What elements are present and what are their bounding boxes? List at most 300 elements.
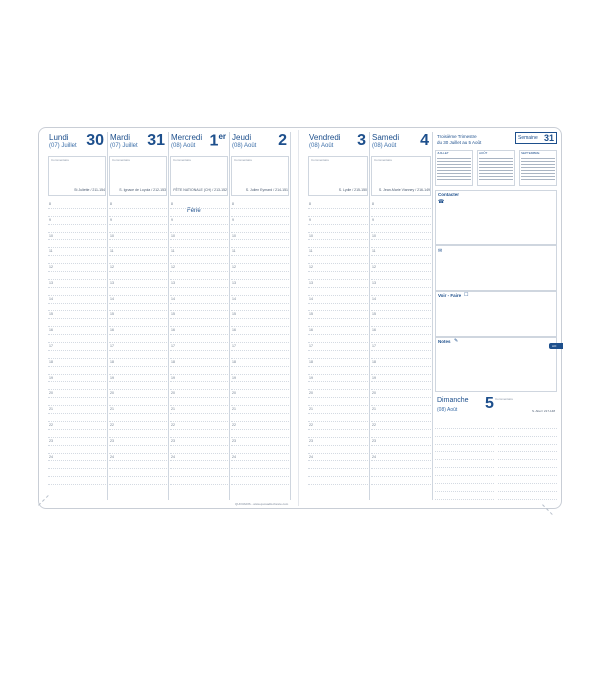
hour-line[interactable] [109,430,167,438]
hour-label: 19 [372,375,376,380]
hour-line[interactable] [231,264,289,272]
hour-line[interactable] [231,359,289,367]
hour-line[interactable] [170,351,228,359]
hour-line[interactable] [109,382,167,390]
hour-line[interactable] [308,414,368,422]
hour-line[interactable] [170,225,228,233]
hour-line[interactable] [371,335,431,343]
hour-line[interactable] [371,461,431,469]
hour-line[interactable] [371,304,431,312]
hour-label: 14 [171,296,175,301]
hour-line[interactable] [109,343,167,351]
hour-line[interactable] [308,454,368,462]
saint-of-day: FÊTE NATIONALE (CH) / 213-152 [173,188,227,192]
hour-line[interactable] [231,438,289,446]
hour-line[interactable] [308,311,368,319]
hour-line[interactable] [231,256,289,264]
hour-line[interactable] [371,446,431,454]
hour-lines[interactable] [308,201,368,500]
hour-line[interactable] [371,296,431,304]
hour-line[interactable] [48,477,106,485]
hour-line[interactable] [231,201,289,209]
hour-line[interactable] [48,201,106,209]
hour-line[interactable] [435,484,494,492]
hour-line[interactable] [48,296,106,304]
hour-label: 11 [110,249,114,254]
hour-line[interactable] [308,304,368,312]
hour-line[interactable] [231,217,289,225]
hour-line[interactable] [231,248,289,256]
hour-line[interactable] [231,390,289,398]
hour-line[interactable] [170,335,228,343]
hour-line[interactable] [498,468,557,476]
day-header [307,132,369,154]
hour-line[interactable] [231,311,289,319]
hour-line[interactable] [371,398,431,406]
hour-line[interactable] [48,288,106,296]
hour-line[interactable] [109,406,167,414]
hour-line[interactable] [48,398,106,406]
hour-line[interactable] [371,233,431,241]
hour-label: 10 [372,233,376,238]
saint-of-day: S. Jean-Marie Vianney / 216-149 [378,188,430,192]
hour-line[interactable] [48,217,106,225]
hour-line[interactable] [48,359,106,367]
hour-line[interactable] [498,437,557,445]
week-number: 31 [543,133,554,143]
hour-label: 17 [232,344,236,349]
hour-line[interactable] [170,319,228,327]
hour-label: 18 [110,359,114,364]
hour-line[interactable] [371,359,431,367]
hour-line[interactable] [371,406,431,414]
hour-line[interactable] [170,461,228,469]
hour-line[interactable] [371,280,431,288]
hour-line[interactable] [498,484,557,492]
hour-label: 22 [232,422,236,427]
hour-line[interactable] [48,272,106,280]
hour-label: 9 [372,217,374,222]
hour-line[interactable] [48,304,106,312]
hour-line[interactable] [308,375,368,383]
comment-label: Commentaire [374,158,393,162]
holiday-label: Férié [187,208,201,214]
hour-line[interactable] [498,429,557,437]
hour-line[interactable] [48,351,106,359]
hour-line[interactable] [371,288,431,296]
hour-line[interactable] [109,248,167,256]
hour-line[interactable] [308,469,368,477]
hour-line[interactable] [109,201,167,209]
hour-line[interactable] [170,359,228,367]
hour-line[interactable] [231,406,289,414]
hour-line[interactable] [498,460,557,468]
hour-line[interactable] [308,327,368,335]
hour-line[interactable] [109,461,167,469]
hour-line[interactable] [231,288,289,296]
hour-line[interactable] [170,390,228,398]
hour-line[interactable] [170,327,228,335]
hour-line[interactable] [48,454,106,462]
hour-line[interactable] [231,272,289,280]
hour-line[interactable] [231,367,289,375]
hour-label: 22 [110,422,114,427]
hour-line[interactable] [170,272,228,280]
notes-box[interactable] [435,337,557,392]
hour-line[interactable] [308,430,368,438]
right-page [307,132,557,504]
hour-line[interactable] [109,359,167,367]
hour-line[interactable] [371,430,431,438]
hour-label: 14 [110,296,114,301]
hour-line[interactable] [371,256,431,264]
hour-line[interactable] [48,414,106,422]
spine-divider [298,130,299,506]
hour-line[interactable] [435,476,494,484]
hour-line[interactable] [109,304,167,312]
hour-line[interactable] [308,201,368,209]
hour-line[interactable] [371,248,431,256]
saint-of-day: St Juliette / 211-154 [74,188,105,192]
hour-line[interactable] [109,454,167,462]
hour-line[interactable] [109,296,167,304]
hour-line[interactable] [170,288,228,296]
hour-line[interactable] [231,430,289,438]
hour-label: 17 [110,344,114,349]
hour-line[interactable] [308,280,368,288]
hour-line[interactable] [48,311,106,319]
hour-line[interactable] [231,319,289,327]
hour-line[interactable] [109,398,167,406]
comment-label: Commentaire [495,397,514,401]
contacter-box[interactable] [435,190,557,245]
hour-line[interactable] [109,256,167,264]
hour-line[interactable] [170,248,228,256]
hour-line[interactable] [435,445,494,453]
hour-line[interactable] [109,351,167,359]
hour-line[interactable] [435,437,494,445]
hour-line[interactable] [371,414,431,422]
comment-label: Commentaire [311,158,330,162]
hour-line[interactable] [308,359,368,367]
hour-line[interactable] [170,422,228,430]
hour-line[interactable] [308,351,368,359]
hour-line[interactable] [170,296,228,304]
hour-label: 11 [372,249,376,254]
hour-line[interactable] [48,264,106,272]
hour-line[interactable] [48,438,106,446]
hour-line[interactable] [308,343,368,351]
hour-line[interactable] [48,319,106,327]
hour-line[interactable] [170,264,228,272]
hour-line[interactable] [170,217,228,225]
hour-line[interactable] [170,280,228,288]
hour-line[interactable] [435,492,494,500]
hour-label: 9 [171,217,173,222]
hour-line[interactable] [170,201,228,209]
hour-line[interactable] [170,311,228,319]
hour-line[interactable] [48,209,106,217]
hour-line[interactable] [435,460,494,468]
hour-line[interactable] [109,335,167,343]
hour-line[interactable] [231,469,289,477]
hour-line[interactable] [170,375,228,383]
hour-line[interactable] [170,414,228,422]
hour-line[interactable] [48,335,106,343]
hour-line[interactable] [231,382,289,390]
hour-line[interactable] [109,390,167,398]
hour-line[interactable] [109,422,167,430]
hour-line[interactable] [231,280,289,288]
hour-line[interactable] [371,217,431,225]
hour-line[interactable] [308,438,368,446]
hour-line[interactable] [48,240,106,248]
hour-lines[interactable] [170,201,228,500]
hour-line[interactable] [48,343,106,351]
hour-line[interactable] [170,430,228,438]
hour-line[interactable] [308,272,368,280]
hour-line[interactable] [109,477,167,485]
hour-label: 20 [372,391,376,396]
hour-line[interactable] [371,264,431,272]
hour-line[interactable] [48,225,106,233]
hour-line[interactable] [48,422,106,430]
hour-label: 9 [49,217,51,222]
hour-line[interactable] [308,390,368,398]
hour-line[interactable] [371,272,431,280]
hour-label: 19 [110,375,114,380]
hour-line[interactable] [231,422,289,430]
hour-line[interactable] [109,280,167,288]
hour-label: 24 [372,454,376,459]
hour-line[interactable] [109,469,167,477]
hour-line[interactable] [371,454,431,462]
hour-line[interactable] [371,438,431,446]
hour-line[interactable] [498,445,557,453]
hour-line[interactable] [308,398,368,406]
hour-line[interactable] [170,446,228,454]
hour-line[interactable] [371,225,431,233]
hour-label: 15 [232,312,236,317]
email-box[interactable] [435,245,557,291]
hour-label: 8 [309,202,311,206]
hour-line[interactable] [435,429,494,437]
trimester-label: Troisième Trimestre [437,134,477,139]
hour-line[interactable] [109,264,167,272]
hour-lines[interactable] [371,201,431,500]
hour-line[interactable] [371,477,431,485]
hour-line[interactable] [170,209,228,217]
hour-line[interactable] [498,453,557,461]
hour-line[interactable] [231,398,289,406]
hour-line[interactable] [109,209,167,217]
hour-line[interactable] [109,375,167,383]
hour-line[interactable] [308,256,368,264]
hour-line[interactable] [371,351,431,359]
hour-lines[interactable] [109,201,167,500]
hour-line[interactable] [231,477,289,485]
sunday-hour-lines[interactable] [435,421,557,500]
hour-line[interactable] [308,382,368,390]
hour-line[interactable] [109,438,167,446]
hour-line[interactable] [498,421,557,429]
hour-line[interactable] [109,311,167,319]
hour-line[interactable] [231,446,289,454]
hour-line[interactable] [231,233,289,241]
checkbox-icon: ☐ [464,292,469,298]
hour-line[interactable] [308,406,368,414]
hour-line[interactable] [109,272,167,280]
hour-label: 11 [309,249,313,254]
hour-line[interactable] [170,382,228,390]
hour-line[interactable] [308,217,368,225]
hour-line[interactable] [109,367,167,375]
month-tab[interactable] [549,343,563,349]
hour-line[interactable] [170,367,228,375]
hour-line[interactable] [48,280,106,288]
day-column-vendredi [307,132,370,500]
hour-line[interactable] [308,296,368,304]
notes-label: Notes [438,339,451,344]
hour-line[interactable] [109,446,167,454]
hour-line[interactable] [308,446,368,454]
hour-line[interactable] [231,343,289,351]
hour-line[interactable] [371,422,431,430]
hour-line[interactable] [48,367,106,375]
hour-line[interactable] [231,375,289,383]
hour-line[interactable] [371,382,431,390]
hour-lines[interactable] [48,201,106,500]
hour-line[interactable] [48,390,106,398]
mini-calendar-grid [521,156,555,182]
hour-line[interactable] [371,327,431,335]
hour-label: 9 [309,217,311,222]
hour-line[interactable] [435,421,494,429]
hour-line[interactable] [109,414,167,422]
hour-line[interactable] [308,367,368,375]
hour-line[interactable] [308,288,368,296]
hour-line[interactable] [48,406,106,414]
hour-label: 24 [232,454,236,459]
hour-line[interactable] [308,461,368,469]
hour-line[interactable] [170,304,228,312]
hour-line[interactable] [371,209,431,217]
pencil-icon: ✎ [454,338,459,344]
hour-line[interactable] [308,264,368,272]
hour-line[interactable] [371,240,431,248]
hour-label: 13 [110,280,114,285]
hour-label: 20 [309,391,313,396]
hour-line[interactable] [371,343,431,351]
hour-line[interactable] [231,225,289,233]
hour-label: 22 [372,422,376,427]
hour-line[interactable] [498,476,557,484]
day-number-value: 1 [209,132,219,150]
hour-line[interactable] [170,454,228,462]
hour-line[interactable] [231,351,289,359]
hour-line[interactable] [231,414,289,422]
hour-line[interactable] [109,240,167,248]
hour-line[interactable] [170,256,228,264]
hour-line[interactable] [170,477,228,485]
hour-label: 11 [171,249,175,254]
hour-line[interactable] [48,446,106,454]
hour-line[interactable] [109,288,167,296]
day-header [108,132,168,154]
hour-line[interactable] [170,343,228,351]
hour-label: 14 [232,296,236,301]
hour-line[interactable] [109,233,167,241]
hour-line[interactable] [48,256,106,264]
hour-line[interactable] [170,438,228,446]
hour-line[interactable] [109,225,167,233]
hour-line[interactable] [48,469,106,477]
hour-line[interactable] [308,248,368,256]
hour-line[interactable] [371,367,431,375]
hour-line[interactable] [109,327,167,335]
hour-line[interactable] [48,248,106,256]
hour-line[interactable] [170,406,228,414]
hour-line[interactable] [48,430,106,438]
hour-line[interactable] [48,461,106,469]
hour-line[interactable] [435,468,494,476]
hour-line[interactable] [231,327,289,335]
hour-line[interactable] [109,319,167,327]
hour-lines[interactable] [231,201,289,500]
hour-line[interactable] [48,382,106,390]
voir-faire-box[interactable] [435,291,557,337]
hour-line[interactable] [308,319,368,327]
hour-line[interactable] [231,296,289,304]
hour-line[interactable] [371,201,431,209]
hour-line[interactable] [48,375,106,383]
month-tab-label: AO [552,344,557,348]
hour-line[interactable] [170,240,228,248]
hour-line[interactable] [231,461,289,469]
hour-line[interactable] [435,453,494,461]
hour-label: 20 [171,391,175,396]
hour-line[interactable] [371,319,431,327]
hour-line[interactable] [371,390,431,398]
hour-line[interactable] [48,233,106,241]
hour-line[interactable] [308,209,368,217]
hour-line[interactable] [231,454,289,462]
hour-line[interactable] [231,304,289,312]
hour-line[interactable] [170,469,228,477]
hour-line[interactable] [231,209,289,217]
hour-line[interactable] [371,469,431,477]
hour-line[interactable] [308,422,368,430]
hour-line[interactable] [308,477,368,485]
hour-line[interactable] [48,327,106,335]
hour-line[interactable] [308,240,368,248]
hour-line[interactable] [308,335,368,343]
hour-line[interactable] [308,233,368,241]
hour-line[interactable] [170,398,228,406]
hour-line[interactable] [109,217,167,225]
hour-line[interactable] [170,233,228,241]
day-number: 3 [357,132,366,149]
hour-line[interactable] [231,335,289,343]
hour-line[interactable] [308,225,368,233]
hour-line[interactable] [371,375,431,383]
hour-label: 12 [372,265,376,270]
week-range: du 30 Juillet au 5 Août [437,140,482,145]
hour-label: 17 [372,344,376,349]
hour-line[interactable] [371,311,431,319]
publisher-footer: QUOVADIS - www.quovadis-france.com [235,502,289,506]
hour-line[interactable] [231,240,289,248]
